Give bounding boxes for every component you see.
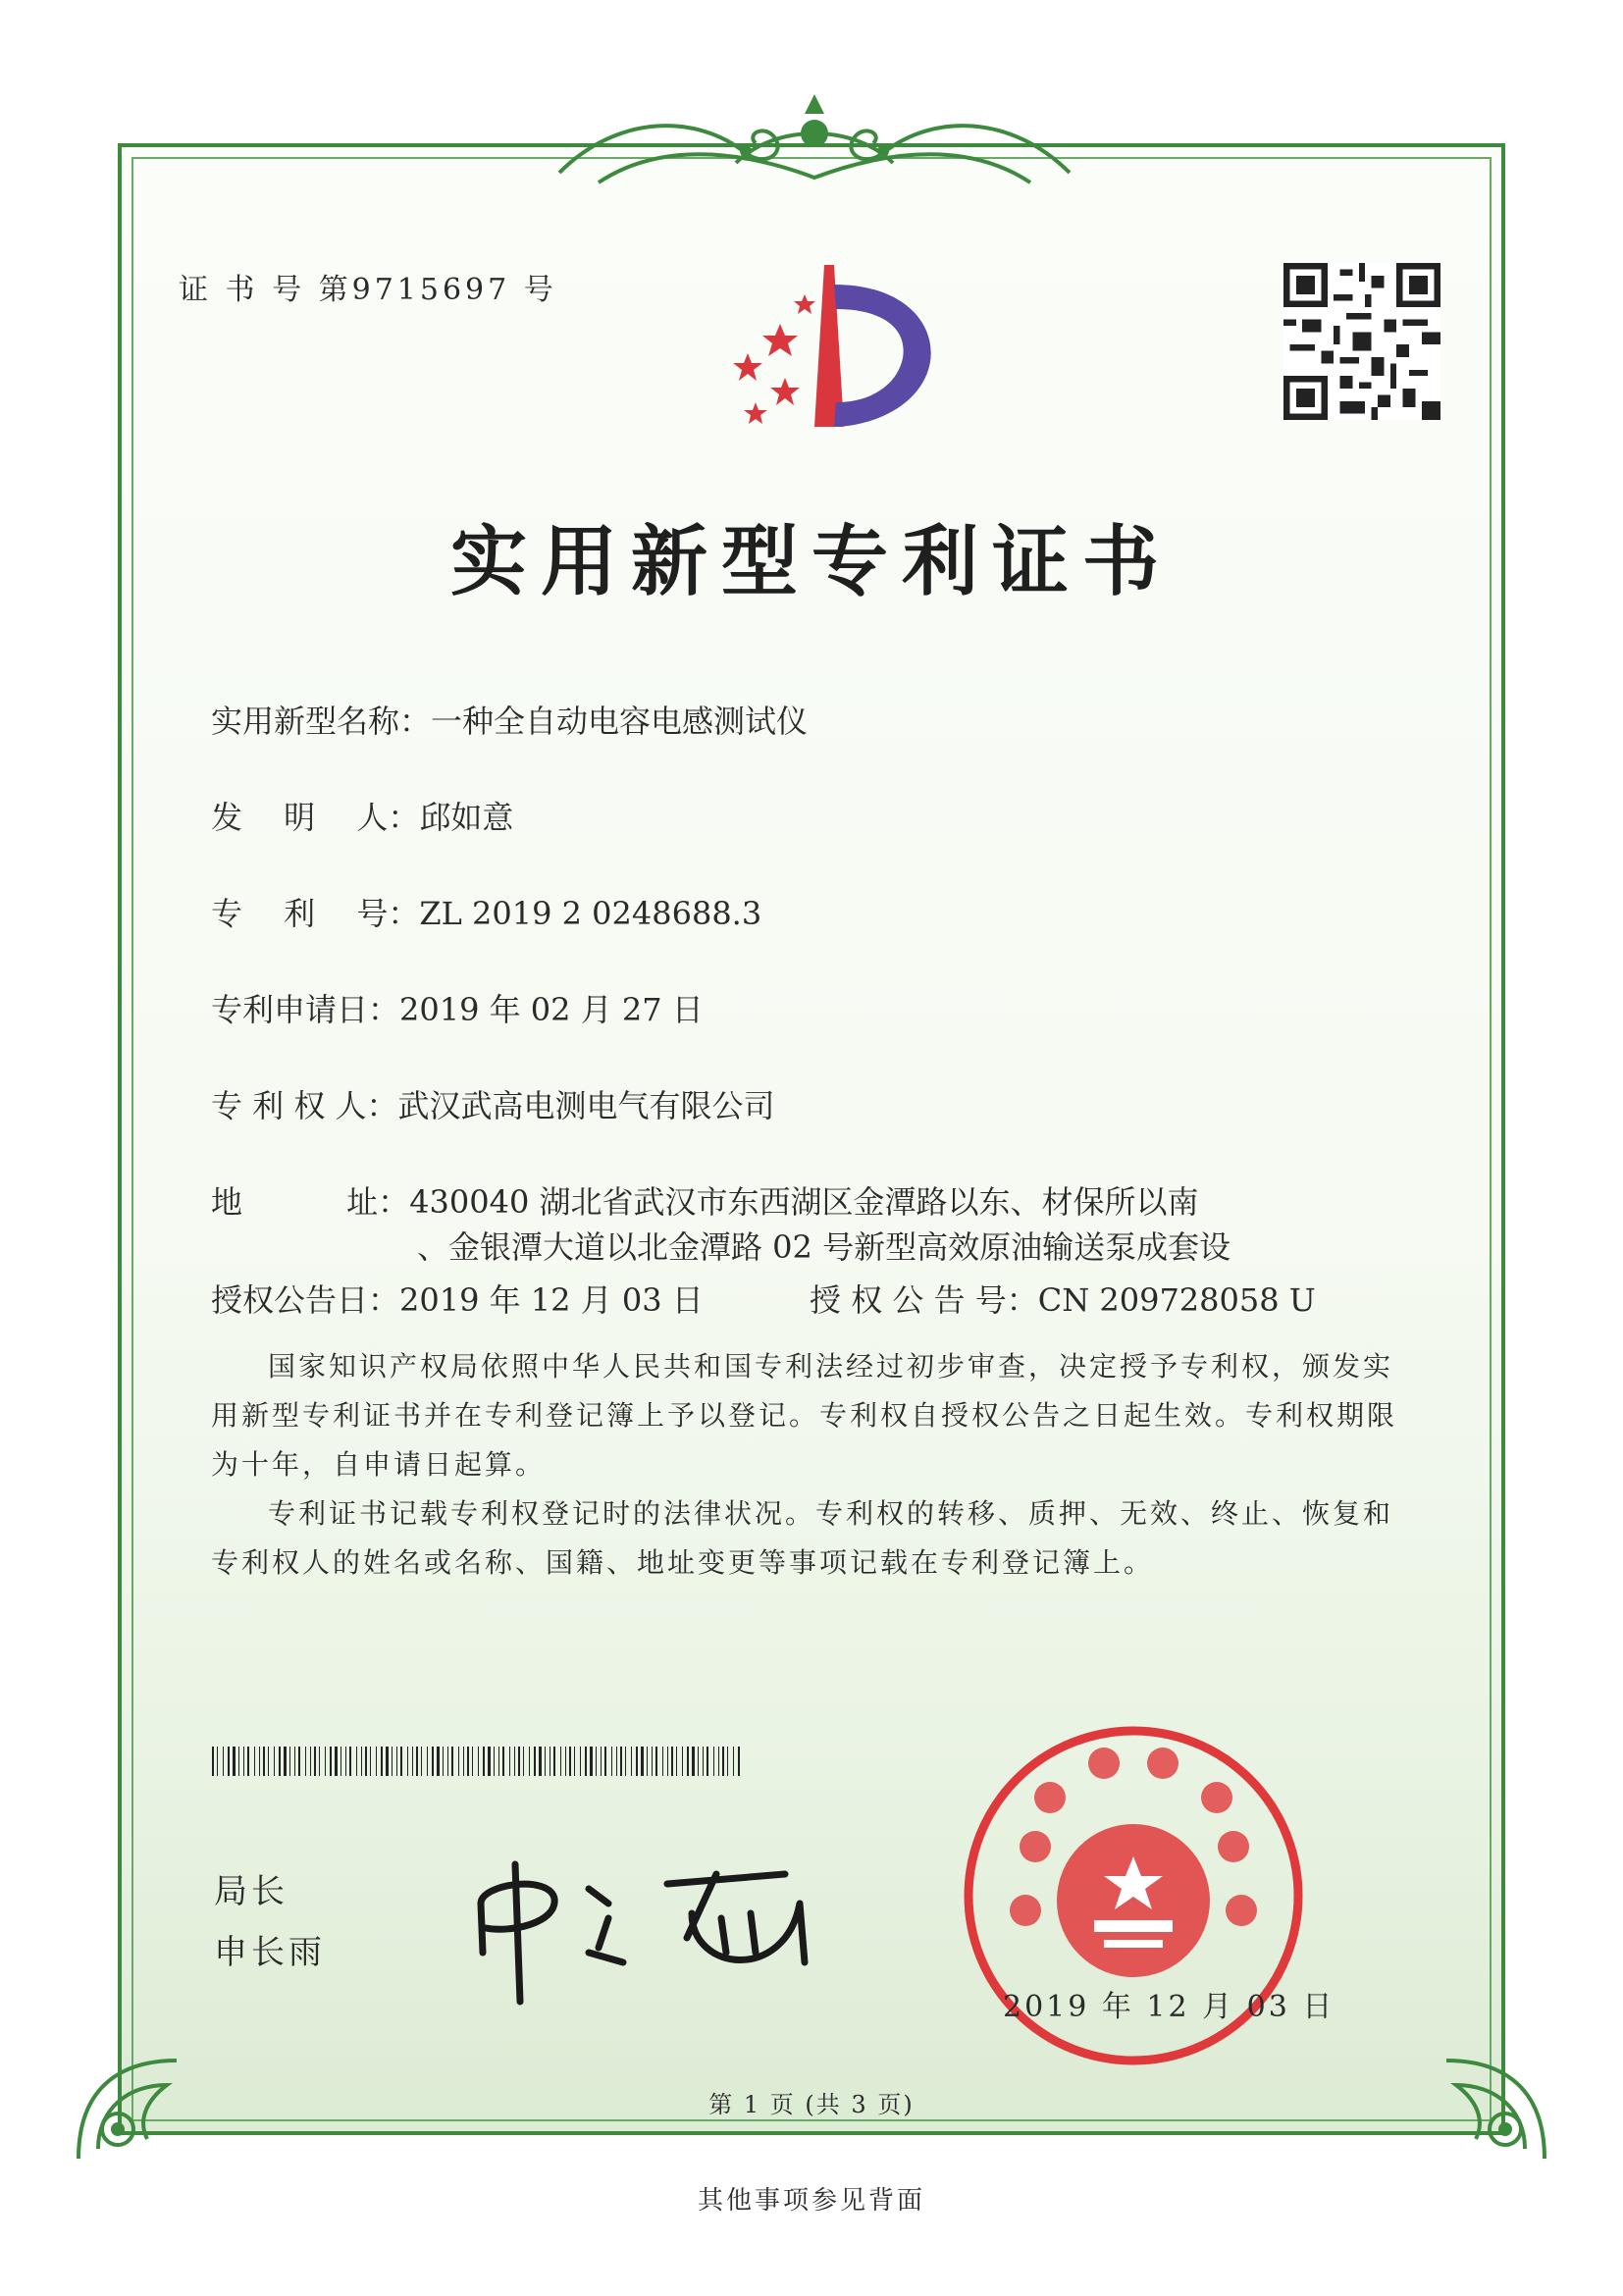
page-indicator: 第 1 页 (共 3 页) [708,2091,915,2118]
field-label: 发 明 人： [211,799,420,836]
certificate-number: 证 书 号 第9715697 号 [179,273,557,307]
field-label: 专 利 权 人： [211,1087,398,1124]
patent-office-logo-icon [687,255,942,451]
field-value: 430040 湖北省武汉市东西湖区金潭路以东、材保所以南 [409,1183,1199,1221]
handwritten-signature-icon [461,1845,834,2011]
signatory-name: 申长雨 [214,1933,326,1972]
field-filing-date [211,985,704,1030]
legal-paragraph: 专利证书记载专利权登记时的法律状况。专利权的转移、质押、无效、终止、恢复和专利权人的姓名或名称、国籍、地址变更等事项记载在专利登记簿上。 [211,1497,1394,1579]
certificate-title: 实用新型专利证书 [449,517,1173,606]
field-model-name [211,697,808,742]
field-value: 武汉武高电测电气有限公司 [397,1087,775,1124]
field-inventor [211,793,513,838]
field-value: CN 209728058 U [1037,1281,1316,1319]
field-label: 实用新型名称： [211,703,432,740]
field-label: 专利申请日： [211,991,400,1028]
field-label: 专 利 号： [211,895,420,932]
seal-date: 2019 年 12 月 03 日 [1003,1990,1335,2024]
field-grant-date [211,1276,704,1321]
back-note: 其他事项参见背面 [697,2186,925,2216]
field-label: 地 址： [211,1183,410,1221]
field-value: ZL 2019 2 0248688.3 [419,895,762,932]
field-grant-number [810,1276,1316,1321]
field-address [211,1177,1199,1223]
barcode-icon [212,1747,742,1776]
top-ornament-icon [540,94,1089,192]
field-label: 授 权 公 告 号： [810,1281,1038,1319]
legal-paragraph: 国家知识产权局依照中华人民共和国专利法经过初步审查，决定授予专利权，颁发实用新型专利证书并在专利登记簿上予以登记。专利权自授权公告之日起生效。专利权期限为十年，自申请日起算。 [211,1350,1398,1481]
field-patentee [211,1081,775,1126]
field-value: 一种全自动电容电感测试仪 [431,703,809,740]
qr-code-icon [1283,263,1440,420]
field-label: 授权公告日： [211,1281,400,1319]
field-value: 邱如意 [419,799,514,836]
field-value: 2019 年 12 月 03 日 [399,1281,704,1319]
field-address-line2: 、金银潭大道以北金潭路 02 号新型高效原油输送泵成套设 [417,1228,1231,1266]
signatory-role: 局长 [214,1872,288,1911]
field-patent-number [211,889,761,934]
field-value: 2019 年 02 月 27 日 [399,991,704,1028]
